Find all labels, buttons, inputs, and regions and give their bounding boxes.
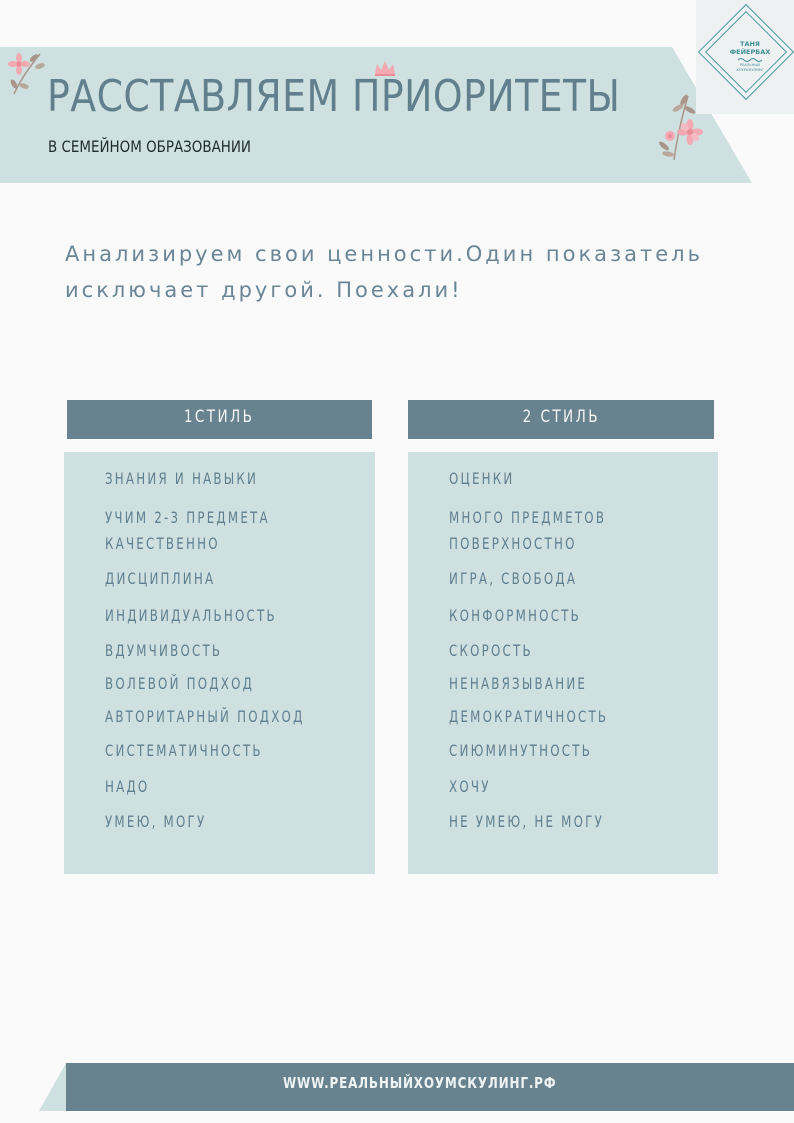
flower-cluster-icon [654, 90, 706, 164]
list-item: НЕ УМЕЮ, НЕ МОГУ [449, 812, 605, 831]
intro-text [65, 236, 745, 308]
logo-name-line2: ФЕЙЕРБАХ [729, 48, 771, 56]
list-item: НЕНАВЯЗЫВАНИЕ [449, 674, 588, 693]
list-item: ВДУМЧИВОСТЬ [105, 641, 223, 660]
logo-name-line1: ТАНЯ [740, 40, 760, 48]
footer-url-link[interactable]: WWW.РЕАЛЬНЫЙХОУМСКУЛИНГ.РФ [283, 1074, 557, 1092]
logo-tagline [724, 63, 776, 72]
list-item: ИНДИВИДУАЛЬНОСТЬ [105, 606, 277, 625]
list-item: ДИСЦИПЛИНА [105, 569, 216, 588]
list-item: СИСТЕМАТИЧНОСТЬ [105, 741, 263, 760]
column-title-style-2: 2 СТИЛЬ [522, 407, 600, 427]
list-item: СИЮМИНУТНОСТЬ [449, 741, 593, 760]
list-item: ВОЛЕВОЙ ПОДХОД [105, 674, 255, 693]
list-item: ОЦЕНКИ [449, 469, 515, 488]
column-title-style-1: 1СТИЛЬ [184, 407, 255, 427]
column-header-style-1 [67, 400, 372, 439]
list-item: ПОВЕРХНОСТНО [449, 534, 577, 553]
page-subtitle: В СЕМЕЙНОМ ОБРАЗОВАНИИ [48, 137, 251, 156]
column-header-style-2 [408, 400, 714, 439]
intro-line-1: Анализируем свои ценности.Один показатель [65, 242, 703, 266]
list-item: КОНФОРМНОСТЬ [449, 606, 581, 625]
list-item: МНОГО ПРЕДМЕТОВ [449, 508, 607, 527]
flower-branch-icon [6, 46, 48, 98]
list-item: КАЧЕСТВЕННО [105, 534, 220, 553]
list-item: ИГРА, СВОБОДА [449, 569, 578, 588]
list-item: НАДО [105, 777, 150, 796]
list-item: ХОЧУ [449, 777, 491, 796]
list-item: ЗНАНИЯ И НАВЫКИ [105, 469, 259, 488]
list-item: УЧИМ 2-3 ПРЕДМЕТА [105, 508, 270, 527]
list-item: ДЕМОКРАТИЧНОСТЬ [449, 707, 609, 726]
logo-tagline-line2: ХОУМСКУЛИНГ [736, 67, 764, 72]
list-item: УМЕЮ, МОГУ [105, 812, 207, 831]
page-title: РАССТАВЛЯЕМ ПРИОРИТЕТЫ [47, 71, 621, 122]
intro-line-2: исключает другой. Поехали! [65, 278, 463, 302]
logo-name [722, 40, 778, 56]
logo-tagline-line1: РЕАЛЬНЫЙ [739, 63, 761, 67]
list-item: СКОРОСТЬ [449, 641, 533, 660]
list-item: АВТОРИТАРНЫЙ ПОДХОД [105, 707, 305, 726]
